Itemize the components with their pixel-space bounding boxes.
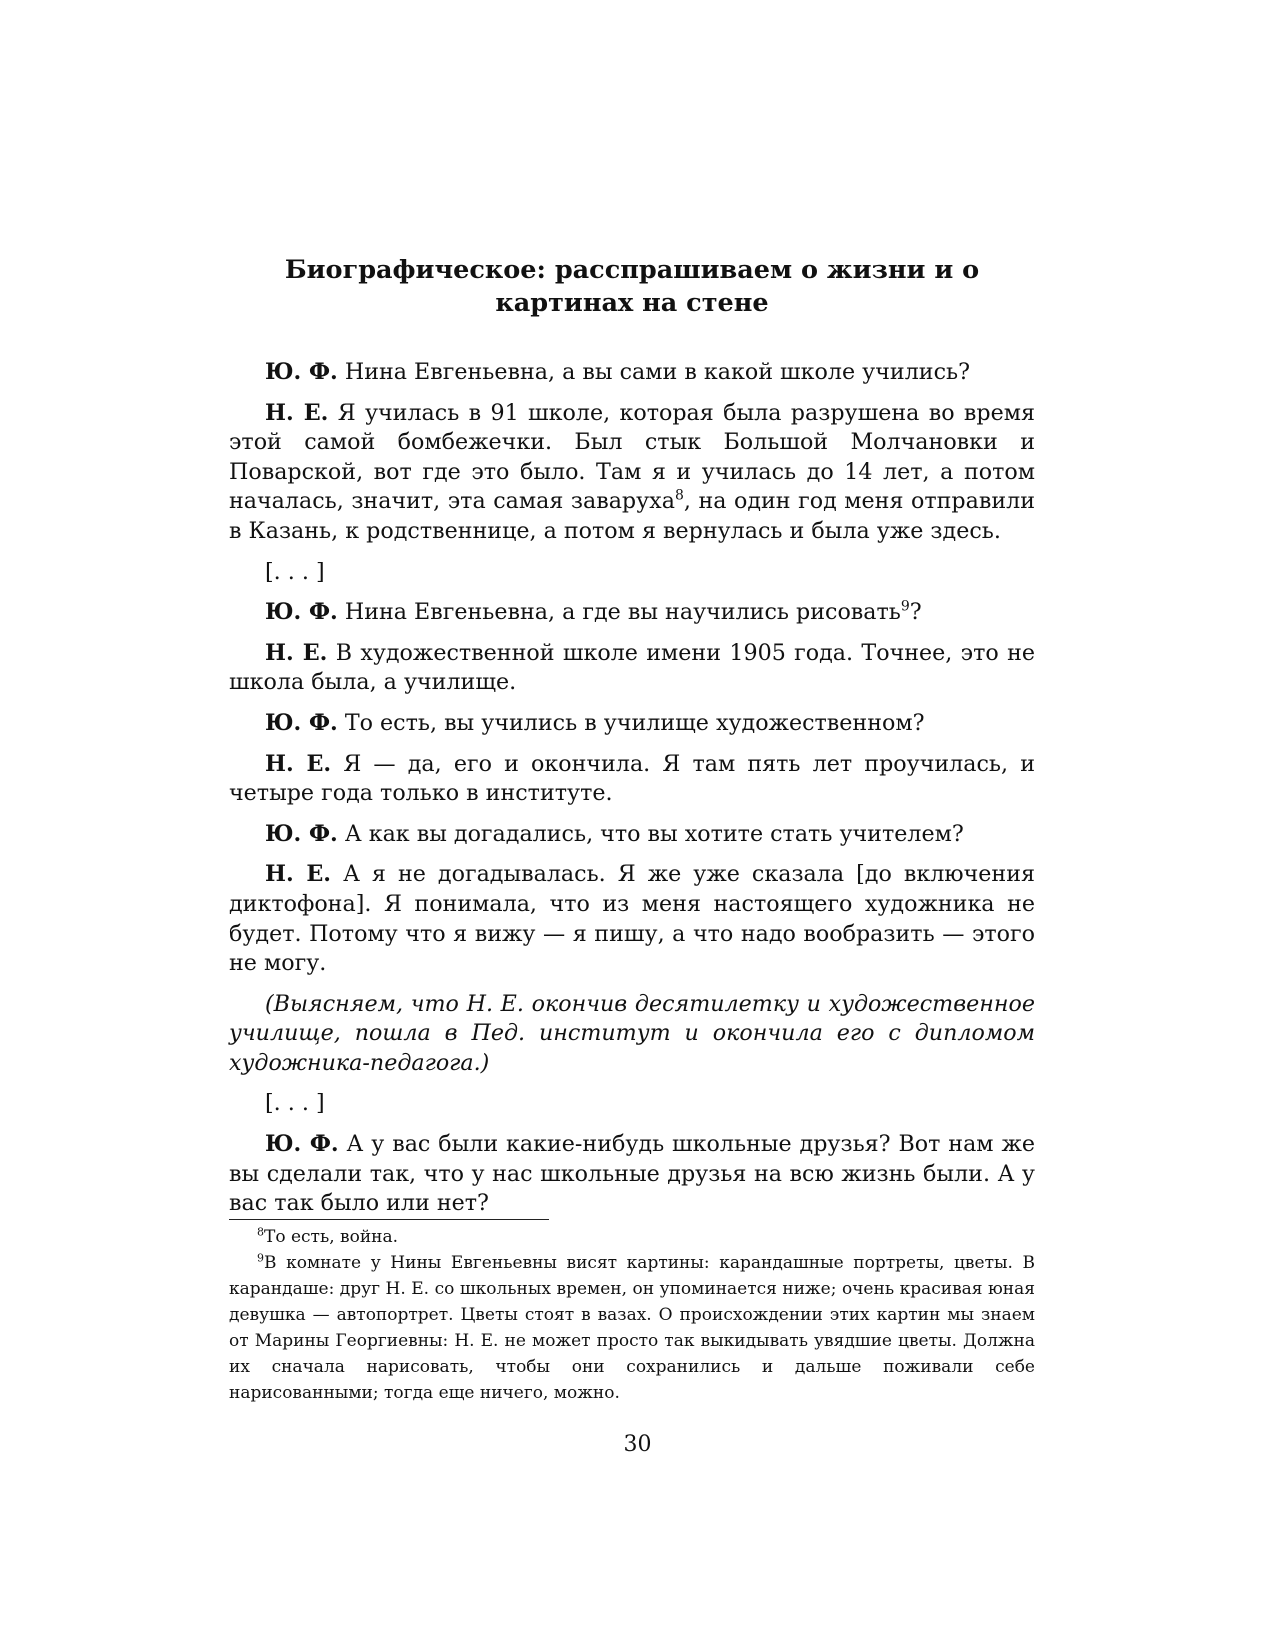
dialogue-paragraph [229,820,1035,850]
dialogue-paragraph [229,639,1035,698]
speaker-label: Ю. Ф. [265,1131,339,1158]
footnote-text: В комнате у Нины Евгеньевны висят картины: карандашные портреты, цветы. В карандаше: друг Н. Е. со школьных времен, он упоминается ниже; очень красивая юная девушка — автопортрет. Цветы стоят в вазах. О происхождении этих картин мы знаем от Марины Георгиевны: Н. Е. не может просто так выкидывать увядшие цветы. Должна их сначала нарисовать, чтобы они сохранились и дальше поживали себе нарисованными; тогда еще ничего, можно. [229,1253,1035,1403]
footnote-ref-8[interactable]: 8 [674,487,684,504]
dialogue-paragraph [229,598,1035,628]
paragraph-text: А как вы догадались, что вы хотите стать учителем? [344,820,964,847]
page-number: 30 [623,1432,652,1457]
paragraph-text: Нина Евгеньевна, а где вы научились рисовать [344,599,901,626]
speaker-label: Ю. Ф. [265,709,338,736]
speaker-label: Ю. Ф. [265,359,338,385]
footnote-9 [229,1250,1035,1406]
footnote-mark: 8 [257,1225,264,1239]
dialogue-paragraph [229,358,1035,388]
footnote-ref-9[interactable]: 9 [900,598,910,615]
paragraph-text: То есть, вы учились в училище художественном? [344,709,925,736]
dialogue-paragraph [229,750,1035,809]
paragraph-text-continued: , на один год меня отправили в Казань, к родственнице, а потом я вернулась и была уже здесь. [229,488,1035,544]
footnote-mark: 9 [257,1251,264,1265]
paragraph-text: А у вас были какие-нибудь школьные друзья? Вот нам же вы сделали так, что у нас школьные друзья на всю жизнь были. А у вас так было или нет? [229,1131,1036,1217]
omission-marker: [. . . ] [265,558,325,585]
paragraph-text: Нина Евгеньевна, а вы сами в какой школе учились? [344,359,970,385]
speaker-label: Н. Е. [265,861,332,888]
dialogue-paragraph [229,860,1035,978]
paragraph-text: Я — да, его и окончила. Я там пять лет проучилась, и четыре года только в институте. [229,750,1035,807]
editorial-note: (Выясняем, что Н. Е. окончив десятилетку и художественное училище, пошла в Пед. институт и окончила его с дипломом художника-педагога.) [229,990,1035,1076]
speaker-label: Ю. Ф. [265,599,338,626]
dialogue-paragraph [229,399,1035,547]
dialogue-paragraph [229,1130,1035,1219]
dialogue-paragraph [229,709,1035,739]
speaker-label: Н. Е. [265,399,329,426]
footnote-text: То есть, война. [264,1227,399,1247]
omission-marker: [. . . ] [265,1090,325,1117]
page-title [229,254,1035,320]
footnote-8 [229,1224,1035,1250]
dialogue-body [229,358,1035,1230]
footnotes [229,1224,1035,1406]
paragraph-text-continued: ? [909,599,922,626]
paragraph-text: Я училась в 91 школе, которая была разрушена во время этой самой бомбежечки. Был стык Большой Молчановки и Поварской, вот где это было. Там я и училась до 14 лет, а потом началась, значит, эта самая заваруха [229,399,1035,515]
title-line-2: картинах на стене [495,288,769,318]
speaker-label: Н. Е. [265,639,328,666]
paragraph-text: А я не догадывалась. Я же уже сказала [до включения диктофона]. Я понимала, что из меня настоящего художника не будет. Потому что я вижу — я пишу, а что надо вообразить — этого не могу. [229,861,1035,977]
title-line-1: Биографическое: расспрашиваем о жизни и о [284,255,980,285]
speaker-label: Ю. Ф. [265,820,338,847]
paragraph-text: В художественной школе имени 1905 года. Точнее, это не школа была, а училище. [229,639,1035,696]
speaker-label: Н. Е. [265,750,332,777]
footnote-divider [229,1219,549,1220]
